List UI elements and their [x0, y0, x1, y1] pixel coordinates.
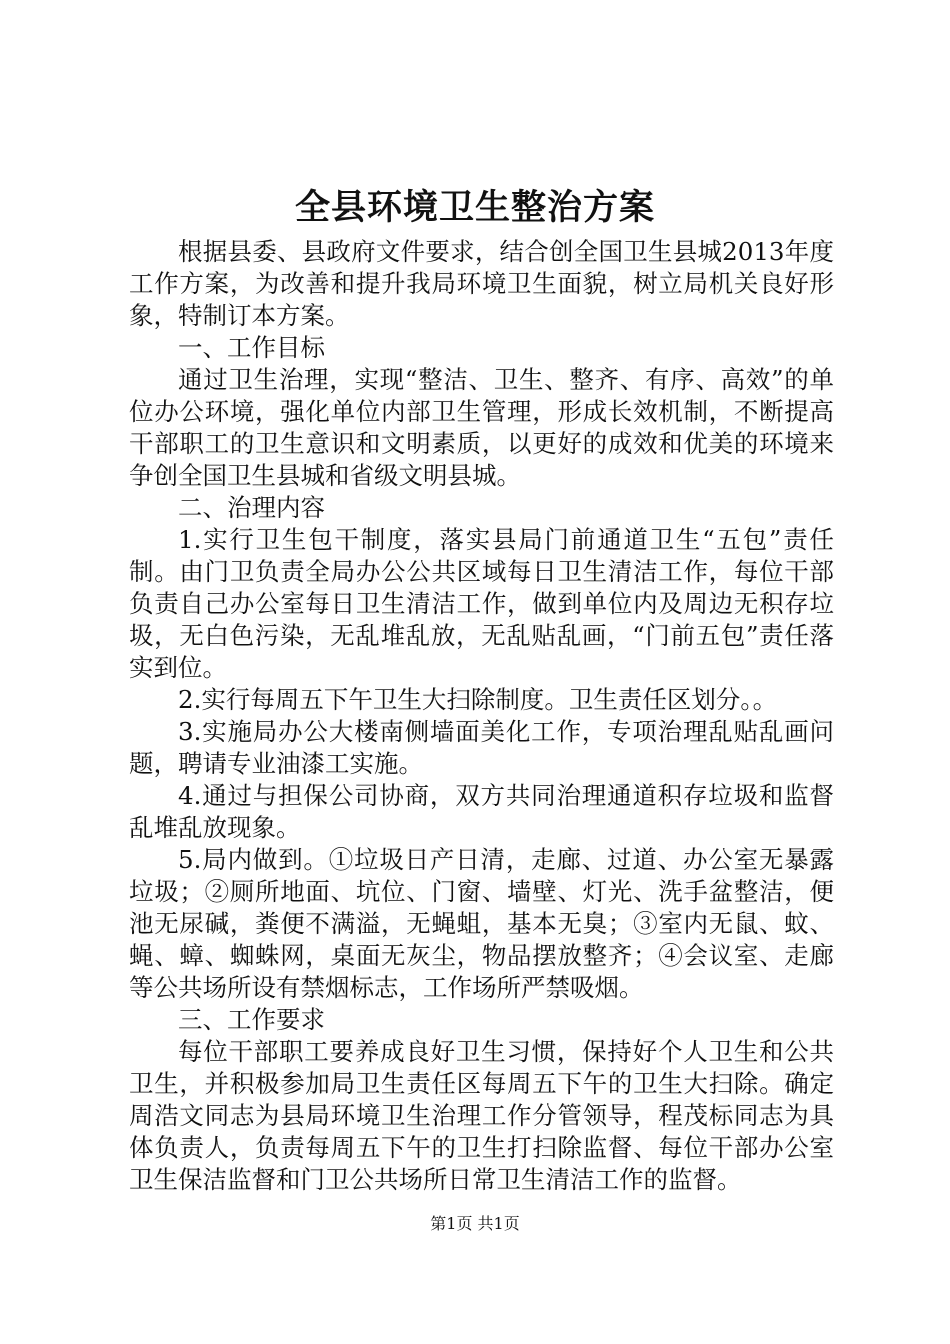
paragraph-intro: 根据县委、县政府文件要求，结合创全国卫生县城2013年度工作方案，为改善和提升我局环境卫生面貌，树立局机关良好形象，特制订本方案。	[129, 237, 834, 330]
section-heading-goals: 一、工作目标	[178, 333, 325, 362]
page-footer: 第1页 共1页	[430, 1214, 520, 1233]
document-body	[129, 236, 834, 1196]
paragraph-item-5: 5.局内做到。①垃圾日产日清，走廊、过道、办公室无暴露垃圾；②厕所地面、坑位、门窗、墙壁、灯光、洗手盆整洁，便池无尿碱，粪便不满溢，无蝇蛆，基本无臭；③室内无鼠、蚊、蝇、蟑、蜘蛛网，桌面无灰尘，物品摆放整齐；④会议室、走廊等公共场所设有禁烟标志，工作场所严禁吸烟。	[129, 845, 834, 1002]
paragraph-item-4: 4.通过与担保公司协商，双方共同治理通道积存垃圾和监督乱堆乱放现象。	[129, 781, 834, 842]
paragraph-item-1: 1.实行卫生包干制度，落实县局门前通道卫生“五包”责任制。由门卫负责全局办公公共区域每日卫生清洁工作，每位干部负责自己办公室每日卫生清洁工作，做到单位内及周边无积存垃圾，无白色污染，无乱堆乱放，无乱贴乱画，“门前五包”责任落实到位。	[129, 525, 834, 682]
paragraph-item-2: 2.实行每周五下午卫生大扫除制度。卫生责任区划分。。	[178, 685, 778, 714]
document-title: 全县环境卫生整治方案	[294, 187, 655, 228]
section-heading-content: 二、治理内容	[178, 493, 325, 522]
paragraph-requirements: 每位干部职工要养成良好卫生习惯，保持好个人卫生和公共卫生，并积极参加局卫生责任区每周五下午的卫生大扫除。确定周浩文同志为县局环境卫生治理工作分管领导，程茂标同志为具体负责人，负责每周五下午的卫生打扫除监督、每位干部办公室卫生保洁监督和门卫公共场所日常卫生清洁工作的监督。	[129, 1037, 834, 1194]
paragraph-item-3: 3.实施局办公大楼南侧墙面美化工作，专项治理乱贴乱画问题，聘请专业油漆工实施。	[129, 717, 834, 778]
section-heading-requirements: 三、工作要求	[178, 1005, 325, 1034]
paragraph-goals: 通过卫生治理，实现“整洁、卫生、整齐、有序、高效”的单位办公环境，强化单位内部卫生管理，形成长效机制，不断提高干部职工的卫生意识和文明素质，以更好的成效和优美的环境来争创全国卫生县城和省级文明县城。	[129, 365, 834, 490]
